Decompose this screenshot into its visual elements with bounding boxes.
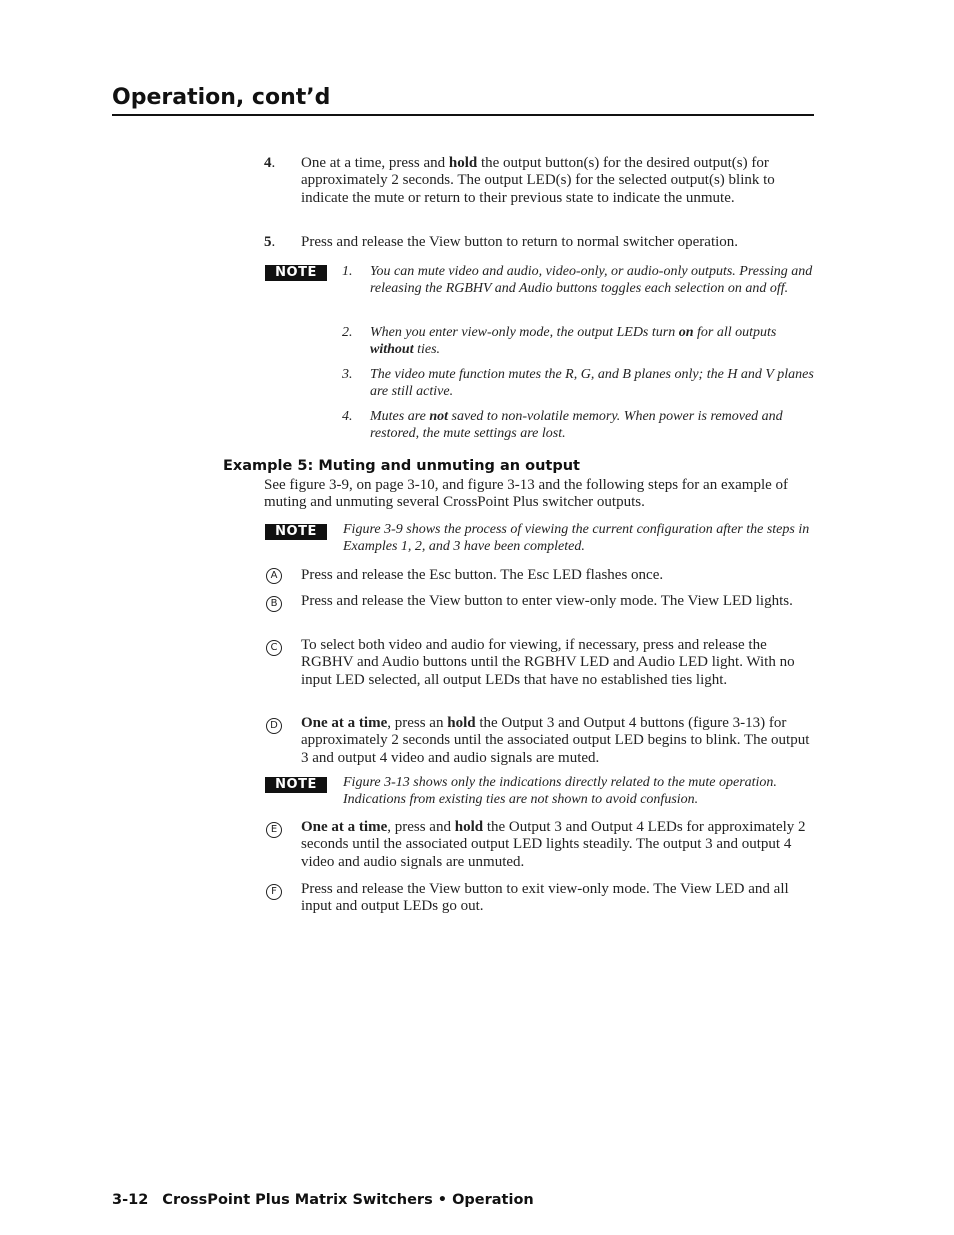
step-text: Press and release the View button to enter view-only mode. The View LED lights. bbox=[301, 593, 793, 609]
note-item-number: 3. bbox=[342, 367, 353, 382]
step-text: Press and release the Esc button. The Esc LED flashes once. bbox=[301, 567, 664, 583]
step-letter-badge: F bbox=[266, 884, 282, 900]
footer-title: CrossPoint Plus Matrix Switchers • Operation bbox=[162, 1192, 534, 1208]
step-text: One at a time, press an hold the Output 3 and Output 4 buttons (figure 3-13) for approximately 2 seconds until the associated output LED begins to blink. The output 3 and output 4 video and audio signals are muted. bbox=[301, 715, 810, 766]
step-text: To select both video and audio for viewing, if necessary, press and release the RGBHV and Audio buttons until the RGBHV LED and Audio LED light. With no input LED selected, all output LEDs that have no established ties light. bbox=[301, 637, 795, 688]
header-rule bbox=[112, 114, 814, 116]
step-letter-badge: A bbox=[266, 568, 282, 584]
page-number: 3-12 bbox=[112, 1192, 149, 1208]
note-item-text: When you enter view-only mode, the output LEDs turn on for all outputs without ties. bbox=[370, 325, 777, 358]
step-letter-badge: C bbox=[266, 640, 282, 656]
step-letter-badge: E bbox=[266, 822, 282, 838]
note-badge: NOTE bbox=[265, 777, 327, 793]
page-title: Operation, cont’d bbox=[112, 85, 331, 110]
note-item-number: 4. bbox=[342, 409, 353, 424]
step-text: One at a time, press and hold the Output 3 and Output 4 LEDs for approximately 2 seconds until the associated output LED lights steadily. The output 3 and output 4 video and audio signals are unmuted. bbox=[301, 819, 806, 870]
note-item-number: 1. bbox=[342, 264, 353, 279]
step-letter-badge: B bbox=[266, 596, 282, 612]
section-intro: See figure 3-9, on page 3-10, and figure 3-13 and the following steps for an example of muting and unmuting several CrossPoint Plus switcher outputs. bbox=[264, 477, 789, 511]
note-item-text: You can mute video and audio, video-only, or audio-only outputs. Pressing and releasing the RGBHV and Audio buttons toggles each selection on and off. bbox=[370, 264, 813, 297]
step-number: 5. bbox=[264, 234, 276, 250]
step-text: One at a time, press and hold the output button(s) for the desired output(s) for approximately 2 seconds. The output LED(s) for the selected output(s) blink to indicate the mute or return to their previous state to indicate the unmute. bbox=[301, 155, 775, 206]
note-badge: NOTE bbox=[265, 524, 327, 540]
step-letter-badge: D bbox=[266, 718, 282, 734]
step-number: 4. bbox=[264, 155, 276, 171]
step-text: Press and release the View button to exit view-only mode. The View LED and all input and output LEDs go out. bbox=[301, 881, 789, 915]
note-badge: NOTE bbox=[265, 265, 327, 281]
note-item-number: 2. bbox=[342, 325, 353, 340]
section-heading: Example 5: Muting and unmuting an output bbox=[223, 458, 580, 474]
note-text: Figure 3-9 shows the process of viewing the current configuration after the steps in Examples 1, 2, and 3 have been completed. bbox=[343, 522, 810, 555]
note-item-text: Mutes are not saved to non-volatile memory. When power is removed and restored, the mute settings are lost. bbox=[370, 409, 783, 442]
note-item-text: The video mute function mutes the R, G, and B planes only; the H and V planes are still active. bbox=[370, 367, 814, 400]
note-text: Figure 3-13 shows only the indications directly related to the mute operation. Indications from existing ties are not shown to avoid confusion. bbox=[343, 775, 777, 808]
page-footer bbox=[112, 1191, 534, 1209]
step-text: Press and release the View button to return to normal switcher operation. bbox=[301, 234, 739, 250]
